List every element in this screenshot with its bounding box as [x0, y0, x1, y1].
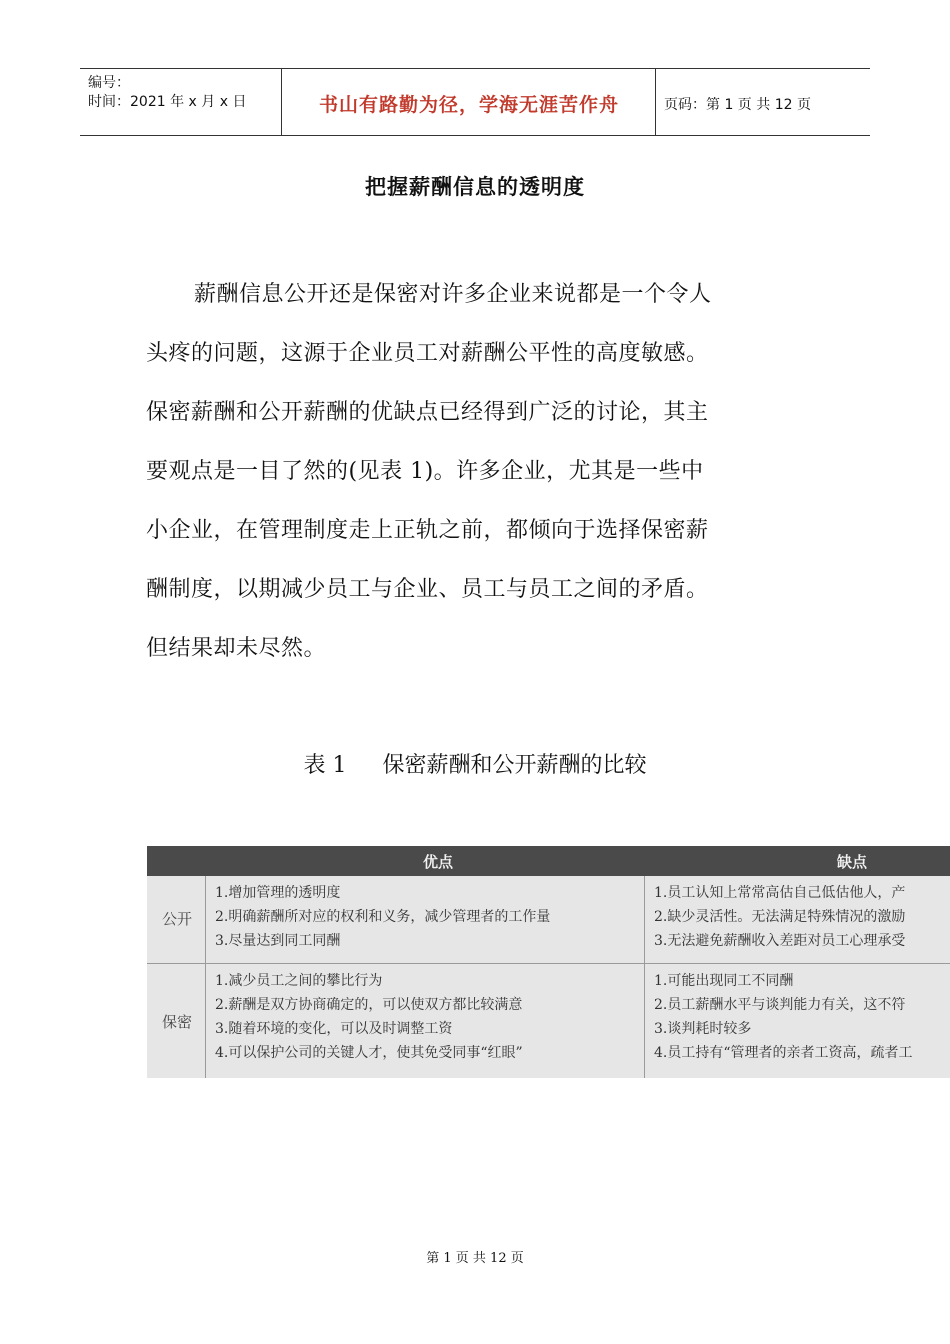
table-cell-line: 3.随着环境的变化，可以及时调整工资	[215, 1021, 453, 1037]
table-cell-line: 1.员工认知上常常高估自己低估他人，产	[654, 885, 906, 901]
row-label-confidential: 保密	[161, 1013, 192, 1031]
table-cell-line: 2.明确薪酬所对应的权利和义务，减少管理者的工作量	[215, 909, 551, 925]
doc-number-label: 编号：	[88, 75, 130, 91]
document-title: 把握薪酬信息的透明度	[365, 175, 585, 199]
paragraph-line: 要观点是一目了然的(见表 1)。许多企业，尤其是一些中	[146, 459, 704, 484]
table-cell-line: 1.可能出现同工不同酬	[654, 973, 794, 989]
table-number: 表 1	[303, 753, 347, 778]
paragraph-line: 但结果却未尽然。	[146, 636, 327, 661]
column-divider	[205, 876, 206, 1078]
table-cell-line: 4.可以保护公司的关键人才，使其免受同事“红眼”	[215, 1045, 523, 1061]
table-cell-line: 2.员工薪酬水平与谈判能力有关，这不符	[654, 997, 906, 1013]
confidential-disadvantages	[654, 969, 913, 1065]
advantages-header: 优点	[423, 853, 454, 871]
body-paragraph	[146, 275, 786, 688]
comparison-table	[147, 846, 950, 1078]
table-caption-text: 保密薪酬和公开薪酬的比较	[382, 753, 647, 778]
row-label-public: 公开	[161, 910, 192, 928]
paragraph-line: 保密薪酬和公开薪酬的优缺点已经得到广泛的讨论，其主	[146, 400, 709, 425]
table-cell-line: 1.减少员工之间的攀比行为	[215, 973, 383, 989]
page-footer: 第 1 页 共 12 页	[426, 1251, 524, 1266]
header-bottom-rule	[80, 135, 870, 136]
table-cell-line: 4.员工持有“管理者的亲者工资高，疏者工	[654, 1045, 913, 1061]
table-caption	[0, 748, 950, 779]
header-top-rule	[80, 68, 870, 69]
header-motto: 书山有路勤为径，学海无涯苦作舟	[318, 94, 619, 116]
table-cell-line: 2.薪酬是双方协商确定的，可以使双方都比较满意	[215, 997, 523, 1013]
table-cell-line: 3.谈判耗时较多	[654, 1021, 752, 1037]
paragraph-line: 薪酬信息公开还是保密对许多企业来说都是一个令人	[194, 282, 712, 307]
table-cell-line: 1.增加管理的透明度	[215, 885, 341, 901]
table-cell-line: 3.无法避免薪酬收入差距对员工心理承受	[654, 933, 906, 949]
paragraph-line: 小企业，在管理制度走上正轨之前，都倾向于选择保密薪	[146, 518, 709, 543]
header-page-info: 页码：第 1 页 共 12 页	[664, 97, 811, 113]
column-divider	[644, 876, 645, 1078]
paragraph-line: 头疼的问题，这源于企业员工对薪酬公平性的高度敏感。	[146, 341, 709, 366]
table-cell-line: 2.缺少灵活性。无法满足特殊情况的激励	[654, 909, 906, 925]
public-advantages	[215, 881, 550, 953]
public-disadvantages	[654, 881, 905, 953]
doc-time-label: 时间：2021 年 x 月 x 日	[88, 94, 247, 110]
paragraph-line: 酬制度，以期减少员工与企业、员工与员工之间的矛盾。	[146, 577, 709, 602]
confidential-advantages	[215, 969, 523, 1065]
table-header-row	[147, 846, 950, 876]
disadvantages-header: 缺点	[837, 853, 868, 871]
table-cell-line: 3.尽量达到同工同酬	[215, 933, 341, 949]
header-meta	[88, 74, 246, 112]
row-divider	[147, 963, 950, 964]
